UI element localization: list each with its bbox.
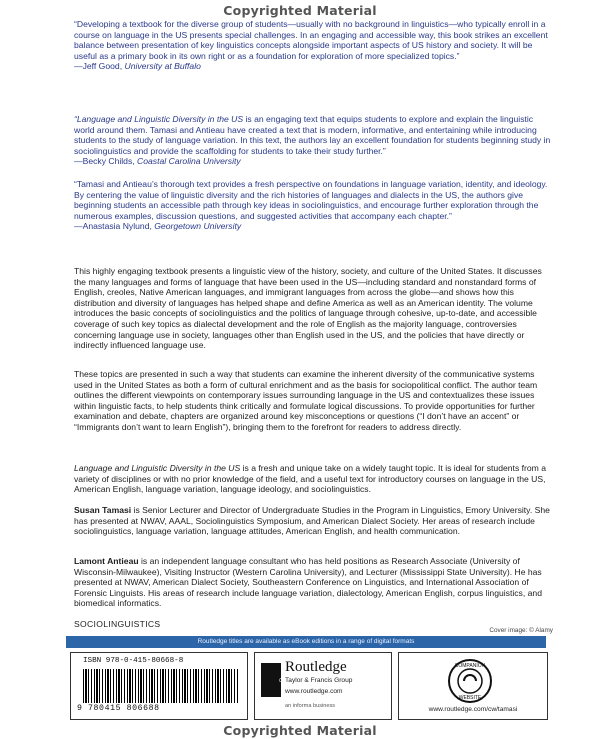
companion-website-box — [398, 652, 548, 720]
author-bio-text: is Senior Lecturer and Director of Undergraduate Studies in the Program in Linguistics, Emory University. She has presented at NWAV, AAAL, Sociolinguistics Symposium, and American Dialect Society. Her areas of research include sociolinguistics, language variation, language attitudes, American English, and health communication. — [74, 505, 550, 537]
svg-text:R: R — [280, 677, 286, 683]
quote-person: —Anastasia Nylund, — [74, 221, 155, 232]
quote-attribution — [74, 156, 554, 167]
quote-attribution — [74, 221, 554, 232]
barcode-digits: 9 780415 806688 — [77, 704, 160, 713]
quote-person: —Jeff Good, — [74, 61, 125, 72]
author-name: Susan Tamasi — [74, 505, 132, 515]
review-quote-3 — [74, 179, 554, 232]
watermark-top: Copyrighted Material — [223, 3, 377, 18]
quote-text: “Tamasi and Antieau’s thorough text provides a fresh perspective on foundations in language variation, identity, and ideology. By centering the value of linguistic diversity and the rich histories of languages and dialects in the US, the authors give beginning students an accessible path through key ideas in sociolinguistics, and encourage further exploration through the numerous examples, discussion questions, and suggested activities that accompany each chapter.” — [74, 179, 548, 221]
quote-institution: Georgetown University — [154, 221, 242, 232]
description-paragraph-3 — [74, 463, 554, 495]
routledge-logo-icon — [261, 663, 286, 697]
watermark-bottom: Copyrighted Material — [223, 723, 377, 738]
cover-credit: Cover image: © Alamy — [489, 627, 553, 634]
publisher-box — [254, 652, 392, 720]
publisher-url: www.routledge.com — [285, 688, 343, 695]
review-quote-1 — [74, 19, 554, 72]
quote-text: is an engaging text that equips students to explore and explain the linguistic world around them. Tamasi and Antieau have created a text that is modern, informative, and entertaining while introducing students to the study of language variation. In this text, the authors lay an excellent foundation for students beginning study in sociolinguistics and provide the scaffolding for students to take their study further.” — [74, 114, 551, 156]
quote-institution: Coastal Carolina University — [137, 156, 241, 167]
quote-text: “Developing a textbook for the diverse group of students—usually with no background in linguistics—who typically enroll in a course on language in the US presents special challenges. In an engaging and accessible way, this book strikes an excellent balance between presentation of key linguistics concepts alongside important aspects of US history and society. It will be useful as a primary book in its own right or as a foundation for exploration of more specialized topics.” — [74, 19, 548, 61]
description-paragraph-1: This highly engaging textbook presents a linguistic view of the history, society, and culture of the United States. It discusses the many languages and forms of language that have been used in the US—including standard and nonstandard forms of English, creoles, Native American languages, and immigrant languages from across the globe—and shows how this distribution and diversity of languages has helped shape and define America as well as an American identity. The volume introduces the basic concepts of sociolinguistics and the politics of language through cohesive, up-to-date, and accessible coverage of such key topics as dialectal development and the role of English as the majority language, controversies concerning language use in society, languages other than English used in the US, and the policies that have directly or indirectly influenced language use. — [74, 266, 542, 351]
paragraph-text: is a fresh and unique take on a widely taught topic. It is ideal for students from a variety of disciplines or with no prior knowledge of the field, and a useful text for introductory courses on language in the US, American English, language variation, language ideology, and sociolinguistics. — [74, 463, 546, 495]
quote-book-title: “Language and Linguistic Diversity in the US — [74, 114, 244, 124]
quote-attribution — [74, 61, 554, 72]
publisher-group: Taylor & Francis Group — [285, 677, 353, 684]
author-bio-antieau — [74, 556, 554, 609]
badge-top-text: COMPANION — [454, 663, 486, 669]
publisher-name: Routledge — [285, 659, 347, 675]
badge-bottom-text: WEBSITE — [458, 695, 482, 701]
companion-website-badge-icon — [447, 658, 493, 704]
barcode-icon — [83, 669, 239, 703]
isbn-barcode-box — [70, 652, 248, 720]
ebook-notice-bar: Routledge titles are available as eBook editions in a range of digital formats — [66, 636, 546, 648]
author-bio-tamasi — [74, 505, 554, 537]
author-bio-text: is an independent language consultant who has held positions as Research Associate (University of Wisconsin-Milwaukee), Visiting Instructor (Western Carolina University), and Lecturer (Mississippi State University). He has presented at NWAV, American Dialect Society, Southeastern Conference on Linguistics, and International Association of Forensic Linguists. His areas of research include language variation, dialectology, American English, corpus linguistics, and biomedical informatics. — [74, 556, 542, 609]
companion-url: www.routledge.com/cw/tamasi — [428, 706, 518, 713]
quote-person: —Becky Childs, — [74, 156, 138, 167]
author-name: Lamont Antieau — [74, 556, 139, 566]
publisher-informa: an informa business — [285, 703, 336, 709]
isbn-label: ISBN 978-0-415-80668-8 — [83, 657, 184, 665]
quote-institution: University at Buffalo — [124, 61, 201, 72]
review-quote-2 — [74, 114, 554, 167]
book-title: Language and Linguistic Diversity in the US — [74, 463, 241, 473]
subject-category: SOCIOLINGUISTICS — [74, 619, 161, 629]
description-paragraph-2: These topics are presented in such a way that students can examine the inherent diversity of the communicative systems used in the United States as both a form of cultural enrichment and as the basis for sociopolitical conflict. The author team outlines the different viewpoints on contemporary issues surrounding language in the US and contextualizes these issues within linguistic facts, to help students think critically and formulate logical discussions. To provide opportunities for further examination and debate, chapters are organized around key misconceptions or questions (“I don’t have an accent” or “Immigrants don’t want to learn English”), bringing them to the forefront for readers to address directly. — [74, 369, 538, 432]
